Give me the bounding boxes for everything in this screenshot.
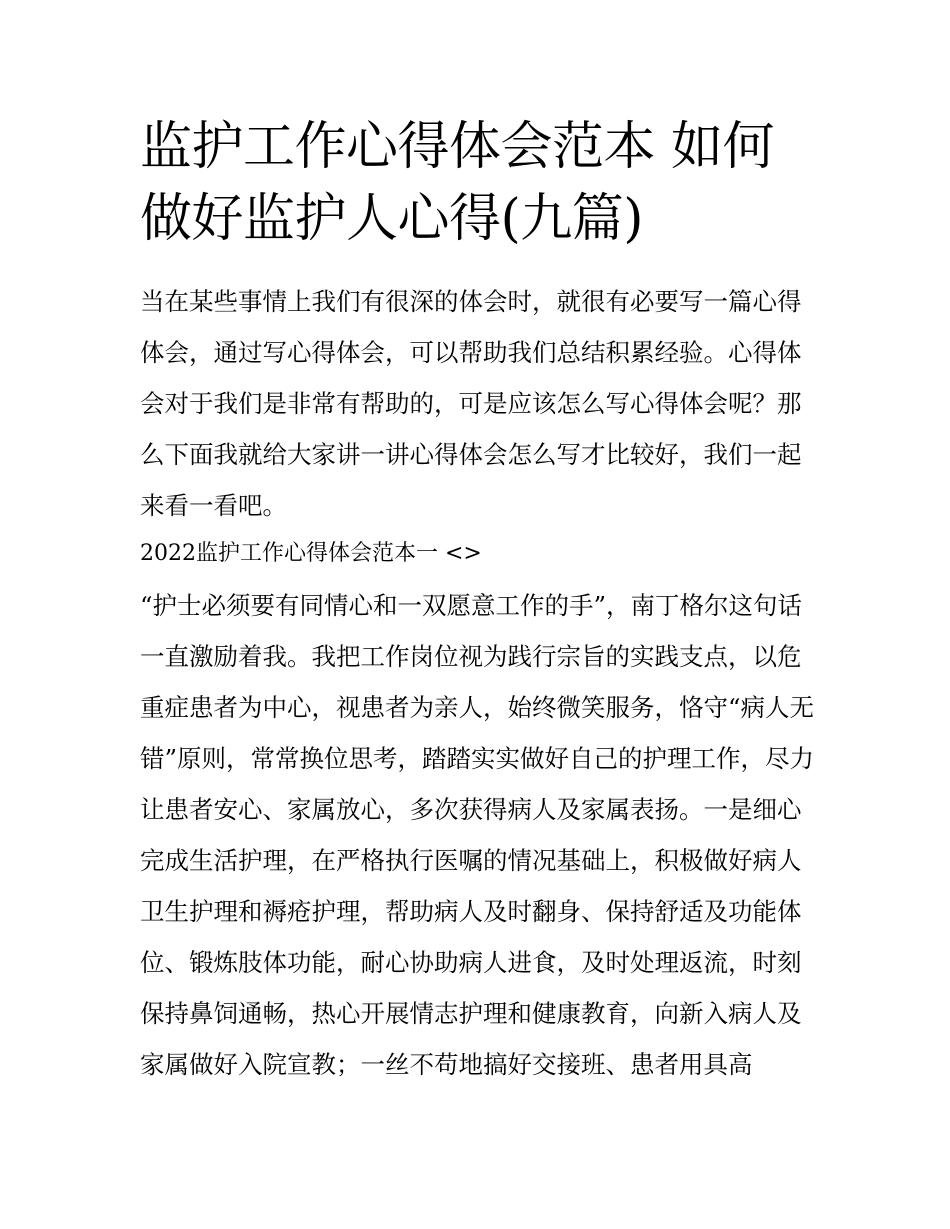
section-body-paragraph: “护士必须要有同情心和一双愿意工作的手”，南丁格尔这句话一直激励着我。我把工作岗位视为践行宗旨的实践支点，以危重症患者为中心，视患者为亲人，始终微笑服务，恪守“病人无错”原则，常常换位思考，踏踏实实做好自己的护理工作，尽力让患者安心、家属放心，多次获得病人及家属表扬。一是细心完成生活护理，在严格执行医嘱的情况基础上，积极做好病人卫生护理和褥疮护理，帮助病人及时翻身、保持舒适及功能体位、锻炼肢体功能，耐心协助病人进食，及时处理返流，时刻保持鼻饲通畅，热心开展情志护理和健康教育，向新入病人及家属做好入院宣教；一丝不苟地搞好交接班、患者用具高 <box>140 591 815 1079</box>
intro-paragraph: 当在某些事情上我们有很深的体会时，就很有必要写一篇心得体会，通过写心得体会，可以帮助我们总结积累经验。心得体会对于我们是非常有帮助的，可是应该怎么写心得体会呢？那么下面我就给大家讲一讲心得体会怎么写才比较好，我们一起来看一看吧。 <box>140 287 802 520</box>
section-heading: 2022监护工作心得体会范本一 <> <box>140 541 482 566</box>
document-title: 监护工作心得体会范本 如何做好监护人心得(九篇) <box>140 117 775 249</box>
